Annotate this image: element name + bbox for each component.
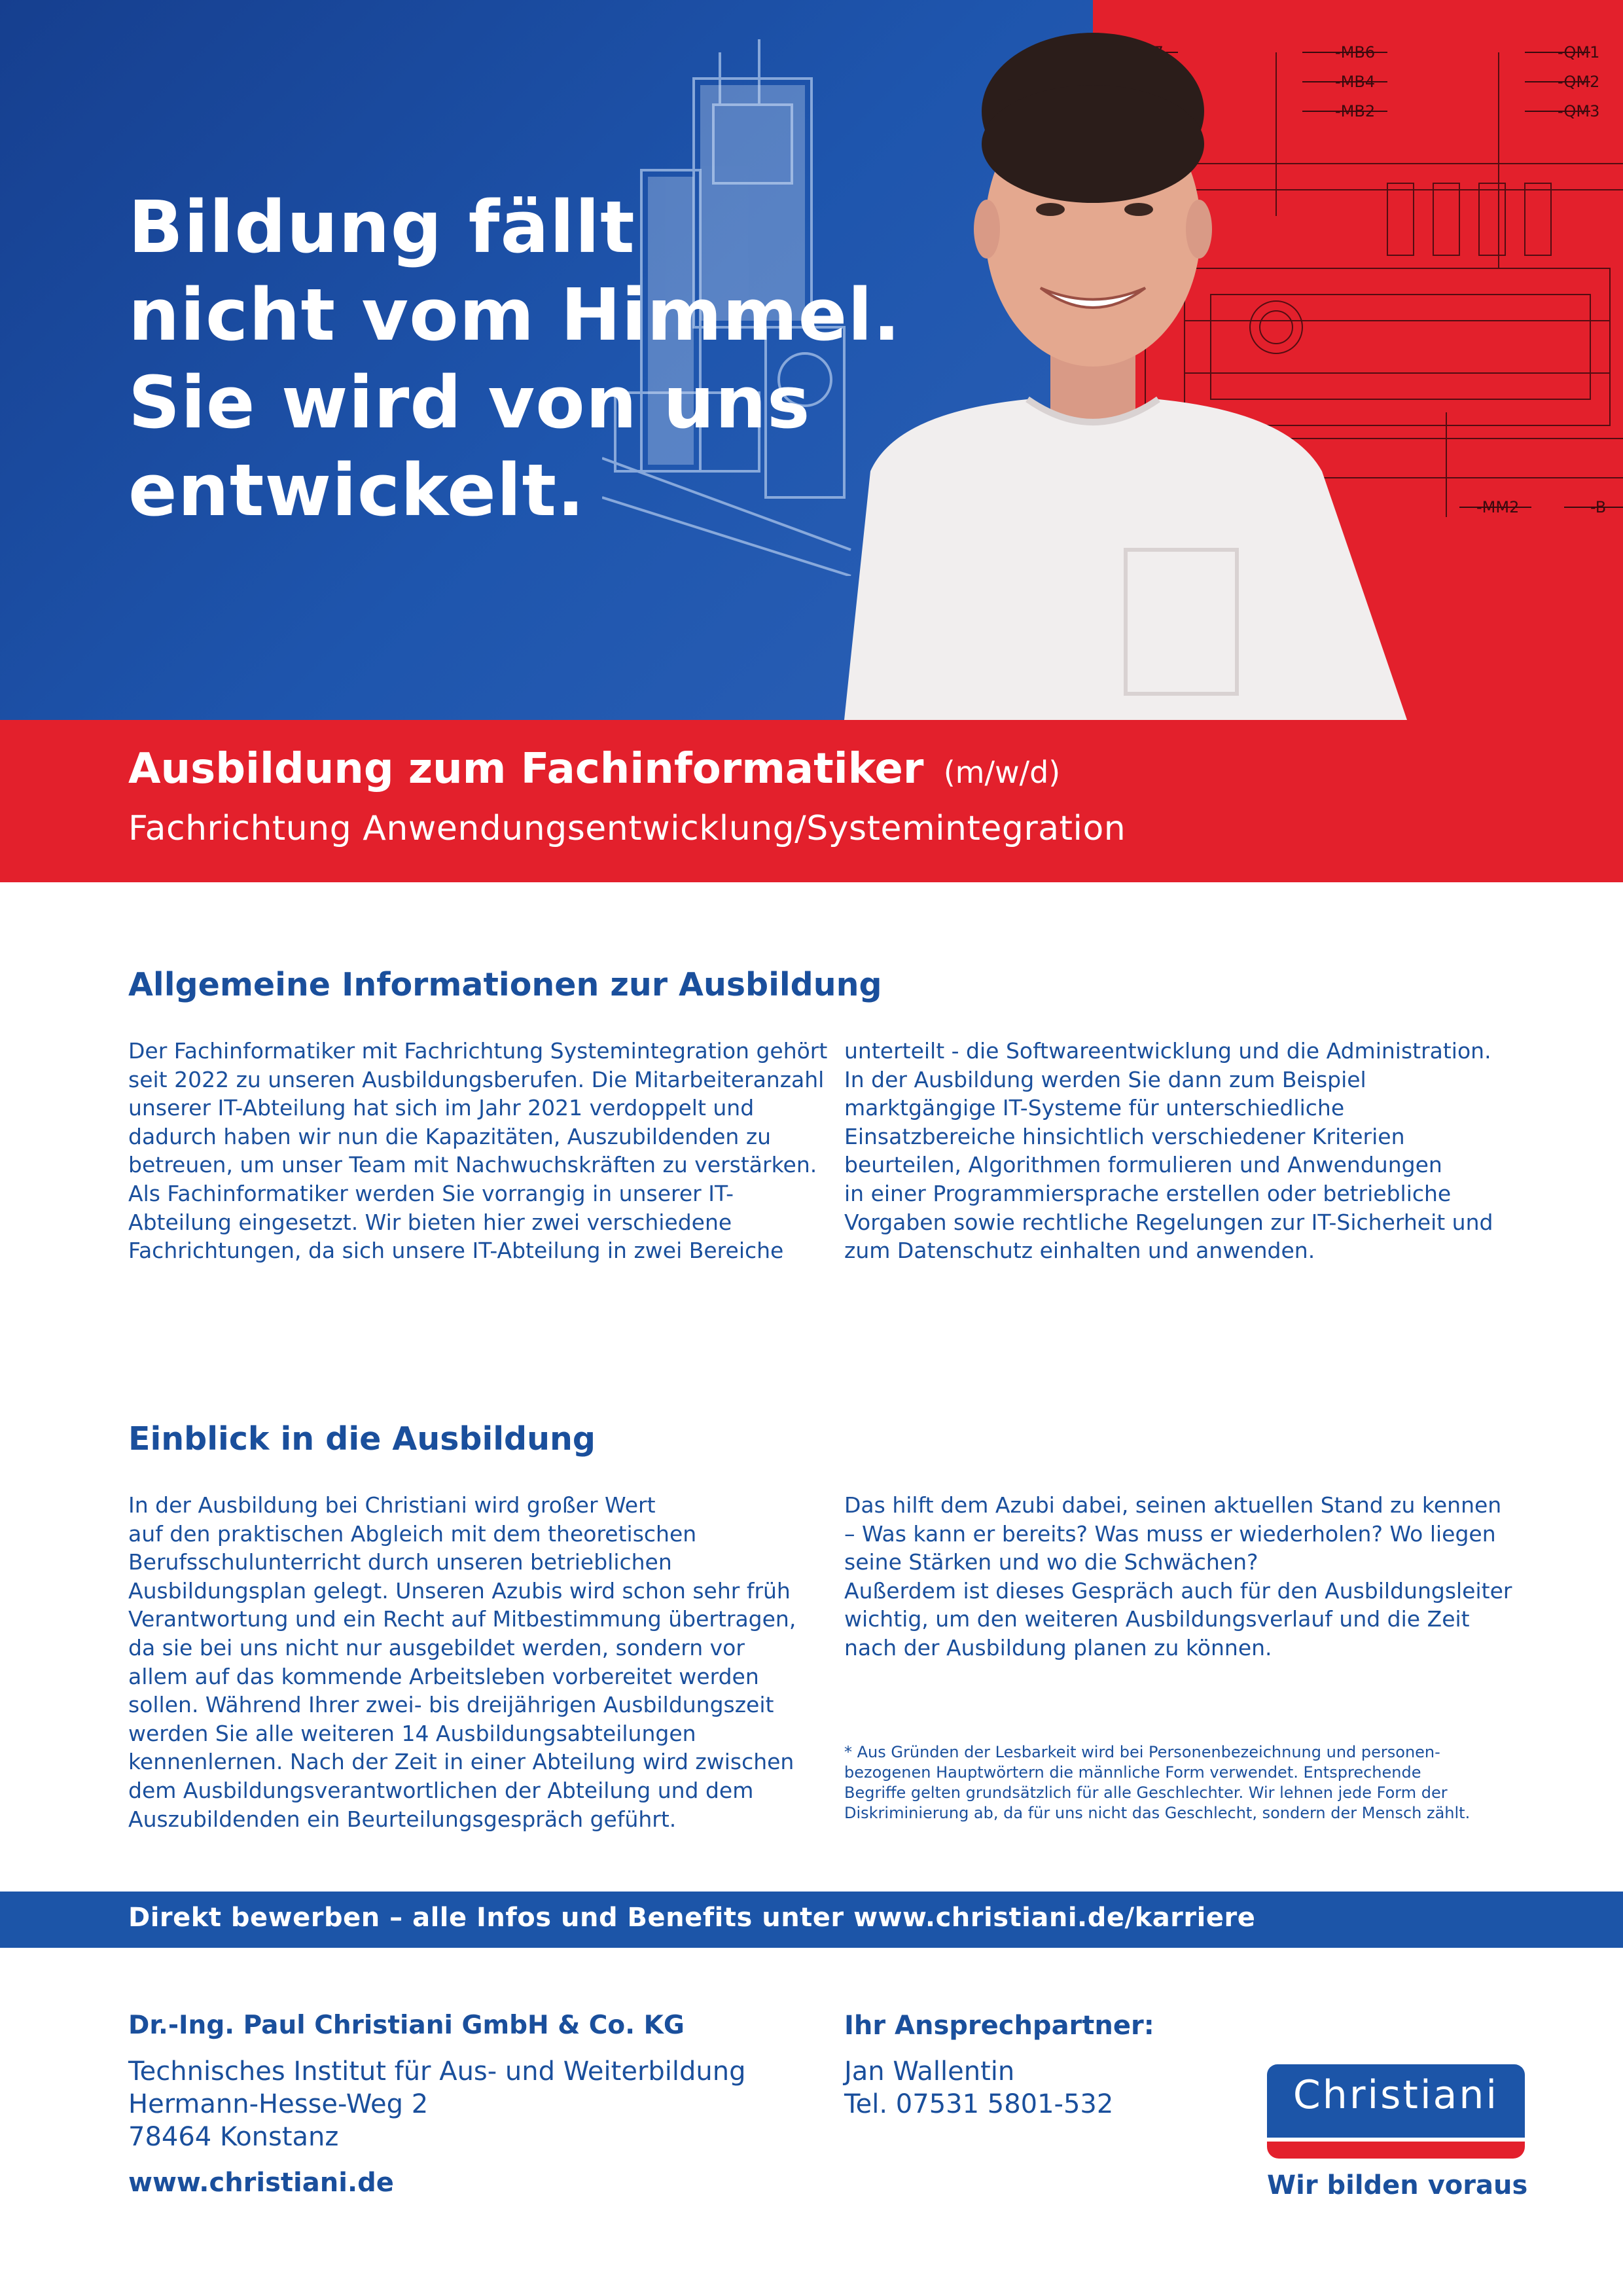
logo-tagline: Wir bilden voraus [1267, 2170, 1528, 2200]
paragraph-line: Auszubildenden ein Beurteilungsgespräch geführt. [128, 1806, 677, 1832]
paragraph-line: auf den praktischen Abgleich mit dem theoretischen [128, 1520, 697, 1547]
paragraph-line: Einsatzbereiche hinsichtlich verschiedener Kriterien [844, 1123, 1405, 1149]
paragraph-line: seit 2022 zu unseren Ausbildungsberufen. Die Mitarbeiteranzahl [128, 1066, 825, 1092]
job-title [128, 745, 1060, 793]
paragraph-line: beurteilen, Algorithmen formulieren und Anwendungen [844, 1152, 1442, 1178]
paragraph-line: unserer IT-Abteilung hat sich im Jahr 2021 verdoppelt und [128, 1095, 755, 1121]
footnote-line: bezogenen Hauptwörtern die männliche Form verwendet. Entsprechende [844, 1763, 1421, 1782]
paragraph-line: – Was kann er bereits? Was muss er wiederholen? Wo liegen [844, 1520, 1496, 1547]
footnote-line: * Aus Gründen der Lesbarkeit wird bei Personenbezeichnung und personen- [844, 1743, 1440, 1761]
section-title-insight: Einblick in die Ausbildung [128, 1420, 596, 1458]
insight-right-column [844, 1491, 1512, 1662]
logo-wordmark: Christiani [1293, 2072, 1499, 2118]
schematic-label: -QM2 [1558, 73, 1600, 91]
cta-career-link[interactable]: Direkt bewerben – alle Infos und Benefits unter www.christiani.de/karriere [128, 1903, 1256, 1933]
general-info-right-column [844, 1037, 1493, 1265]
paragraph-line: Abteilung eingesetzt. Wir bieten hier zwei verschiedene [128, 1209, 732, 1235]
general-info-left-column [128, 1037, 827, 1265]
hero-banner [0, 0, 1623, 720]
insight-left-column [128, 1491, 796, 1833]
address-line: 78464 Konstanz [128, 2122, 339, 2152]
paragraph-line: Als Fachinformatiker werden Sie vorrangig in unserer IT- [128, 1180, 734, 1206]
address-line: Technisches Institut für Aus- und Weiterbildung [128, 2056, 746, 2087]
contact-title: Ihr Ansprechpartner: [844, 2011, 1154, 2041]
paragraph-line: In der Ausbildung bei Christiani wird großer Wert [128, 1492, 656, 1518]
company-website-link[interactable]: www.christiani.de [128, 2168, 394, 2198]
paragraph-line: Der Fachinformatiker mit Fachrichtung Systemintegration gehört [128, 1038, 828, 1064]
paragraph-line: nach der Ausbildung planen zu können. [844, 1634, 1272, 1660]
paragraph-line: Ausbildungsplan gelegt. Unseren Azubis wird schon sehr früh [128, 1577, 791, 1604]
paragraph-line: da sie bei uns nicht nur ausgebildet werden, sondern vor [128, 1634, 745, 1660]
job-title-text: Ausbildung zum Fachinformatiker [128, 745, 924, 793]
paragraph-line: Verantwortung und ein Recht auf Mitbestimmung übertragen, [128, 1606, 796, 1632]
schematic-label: -MB4 [1335, 73, 1376, 91]
paragraph-line: kennenlernen. Nach der Zeit in einer Abteilung wird zwischen [128, 1749, 794, 1775]
schematic-label: -B [1590, 498, 1607, 516]
headline-line: nicht vom Himmel. [128, 273, 901, 357]
paragraph-line: sollen. Während Ihrer zwei- bis dreijährigen Ausbildungszeit [128, 1692, 774, 1718]
contact-details [844, 2055, 1113, 2121]
paragraph-line: dadurch haben wir nun die Kapazitäten, Auszubildenden zu [128, 1123, 772, 1149]
paragraph-line: werden Sie alle weiteren 14 Ausbildungsabteilungen [128, 1720, 696, 1746]
paragraph-line: allem auf das kommende Arbeitsleben vorbereitet werden [128, 1663, 759, 1689]
paragraph-line: Fachrichtungen, da sich unsere IT-Abteilung in zwei Bereiche [128, 1238, 784, 1264]
paragraph-line: In der Ausbildung werden Sie dann zum Beispiel [844, 1066, 1366, 1092]
logo-divider [1267, 2138, 1525, 2142]
headline-line: entwickelt. [128, 448, 585, 532]
schematic-label: -MB6 [1335, 43, 1376, 62]
hero-headline [128, 183, 914, 534]
schematic-label: -QM3 [1558, 102, 1600, 120]
address-line: Hermann-Hesse-Weg 2 [128, 2089, 429, 2119]
contact-phone[interactable]: Tel. 07531 5801-532 [844, 2089, 1114, 2119]
company-address [128, 2055, 746, 2153]
schematic-label: -MM2 [1476, 498, 1520, 516]
paragraph-line: zum Datenschutz einhalten und anwenden. [844, 1238, 1315, 1264]
paragraph-line: wichtig, um den weiteren Ausbildungsverlauf und die Zeit [844, 1606, 1470, 1632]
paragraph-line: marktgängige IT-Systeme für unterschiedliche [844, 1095, 1345, 1121]
footnote-line: Diskriminierung ab, da für uns nicht das Geschlecht, sondern der Mensch zählt. [844, 1804, 1471, 1822]
company-name: Dr.-Ing. Paul Christiani GmbH & Co. KG [128, 2011, 685, 2040]
paragraph-line: in einer Programmiersprache erstellen oder betriebliche [844, 1180, 1452, 1206]
contact-name: Jan Wallentin [844, 2056, 1015, 2087]
paragraph-line: Vorgaben sowie rechtliche Regelungen zur IT-Sicherheit und [844, 1209, 1493, 1235]
footnote-line: Begriffe gelten grundsätzlich für alle Geschlechter. Wir lehnen jede Form der [844, 1784, 1448, 1802]
paragraph-line: Berufsschulunterricht durch unseren betrieblichen [128, 1549, 672, 1575]
paragraph-line: dem Ausbildungsverantwortlichen der Abteilung und dem [128, 1777, 754, 1803]
gender-footnote [844, 1742, 1470, 1823]
schematic-label: -MB2 [1335, 102, 1376, 120]
headline-line: Bildung fällt [128, 185, 635, 269]
job-title-suffix: (m/w/d) [943, 755, 1061, 790]
job-subtitle: Fachrichtung Anwendungsentwicklung/Systemintegration [128, 809, 1126, 848]
logo-red-stripe [1267, 2140, 1525, 2159]
paragraph-line: Außerdem ist dieses Gespräch auch für den Ausbildungsleiter [844, 1577, 1512, 1604]
paragraph-line: seine Stärken und wo die Schwächen? [844, 1549, 1258, 1575]
paragraph-line: unterteilt - die Softwareentwicklung und die Administration. [844, 1038, 1491, 1064]
paragraph-line: Das hilft dem Azubi dabei, seinen aktuellen Stand zu kennen [844, 1492, 1502, 1518]
headline-line: Sie wird von uns [128, 361, 811, 444]
section-title-general-info: Allgemeine Informationen zur Ausbildung [128, 966, 882, 1003]
schematic-label: -QM1 [1558, 43, 1600, 62]
paragraph-line: betreuen, um unser Team mit Nachwuchskräften zu verstärken. [128, 1152, 817, 1178]
